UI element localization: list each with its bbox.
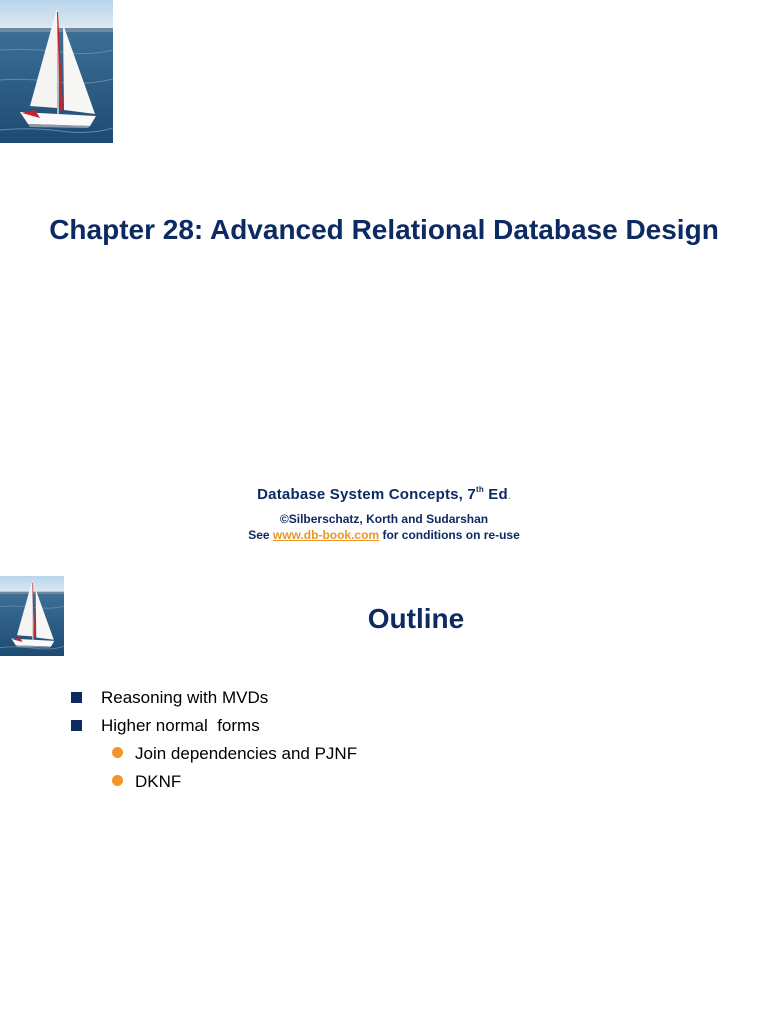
list-item-label: Higher normal forms: [101, 716, 260, 735]
sailboat-photo: [0, 576, 64, 656]
round-bullet-icon: [112, 775, 123, 786]
round-bullet-icon: [112, 747, 123, 758]
sub-list-item: [0, 740, 768, 768]
edition-suffix: Ed: [483, 486, 508, 503]
square-bullet-icon: [71, 720, 82, 731]
list-item-label: Reasoning with MVDs: [101, 688, 269, 707]
sailboat-photo: [0, 0, 113, 143]
reuse-notice: [0, 528, 768, 542]
list-item-label: Join dependencies and PJNF: [135, 744, 358, 763]
chapter-title: Chapter 28: Advanced Relational Database Design: [49, 214, 719, 245]
reuse-prefix: See: [248, 528, 273, 542]
book-edition: [0, 485, 768, 503]
edition-superscript: th: [475, 485, 484, 494]
reuse-suffix: for conditions on re-use: [379, 528, 520, 542]
trailing-dot: .: [507, 491, 511, 502]
copyright-notice: ©Silberschatz, Korth and Sudarshan: [279, 512, 489, 526]
book-name: Database System Concepts, 7: [257, 486, 476, 503]
outline-slide: [0, 576, 768, 1024]
list-item: [0, 712, 768, 740]
square-bullet-icon: [71, 692, 82, 703]
db-book-link[interactable]: www.db-book.com: [272, 528, 380, 542]
list-item-label: DKNF: [135, 772, 182, 791]
outline-list: [0, 684, 768, 796]
sub-list-item: [0, 768, 768, 796]
outline-title: Outline: [367, 603, 465, 634]
list-item: [0, 684, 768, 712]
